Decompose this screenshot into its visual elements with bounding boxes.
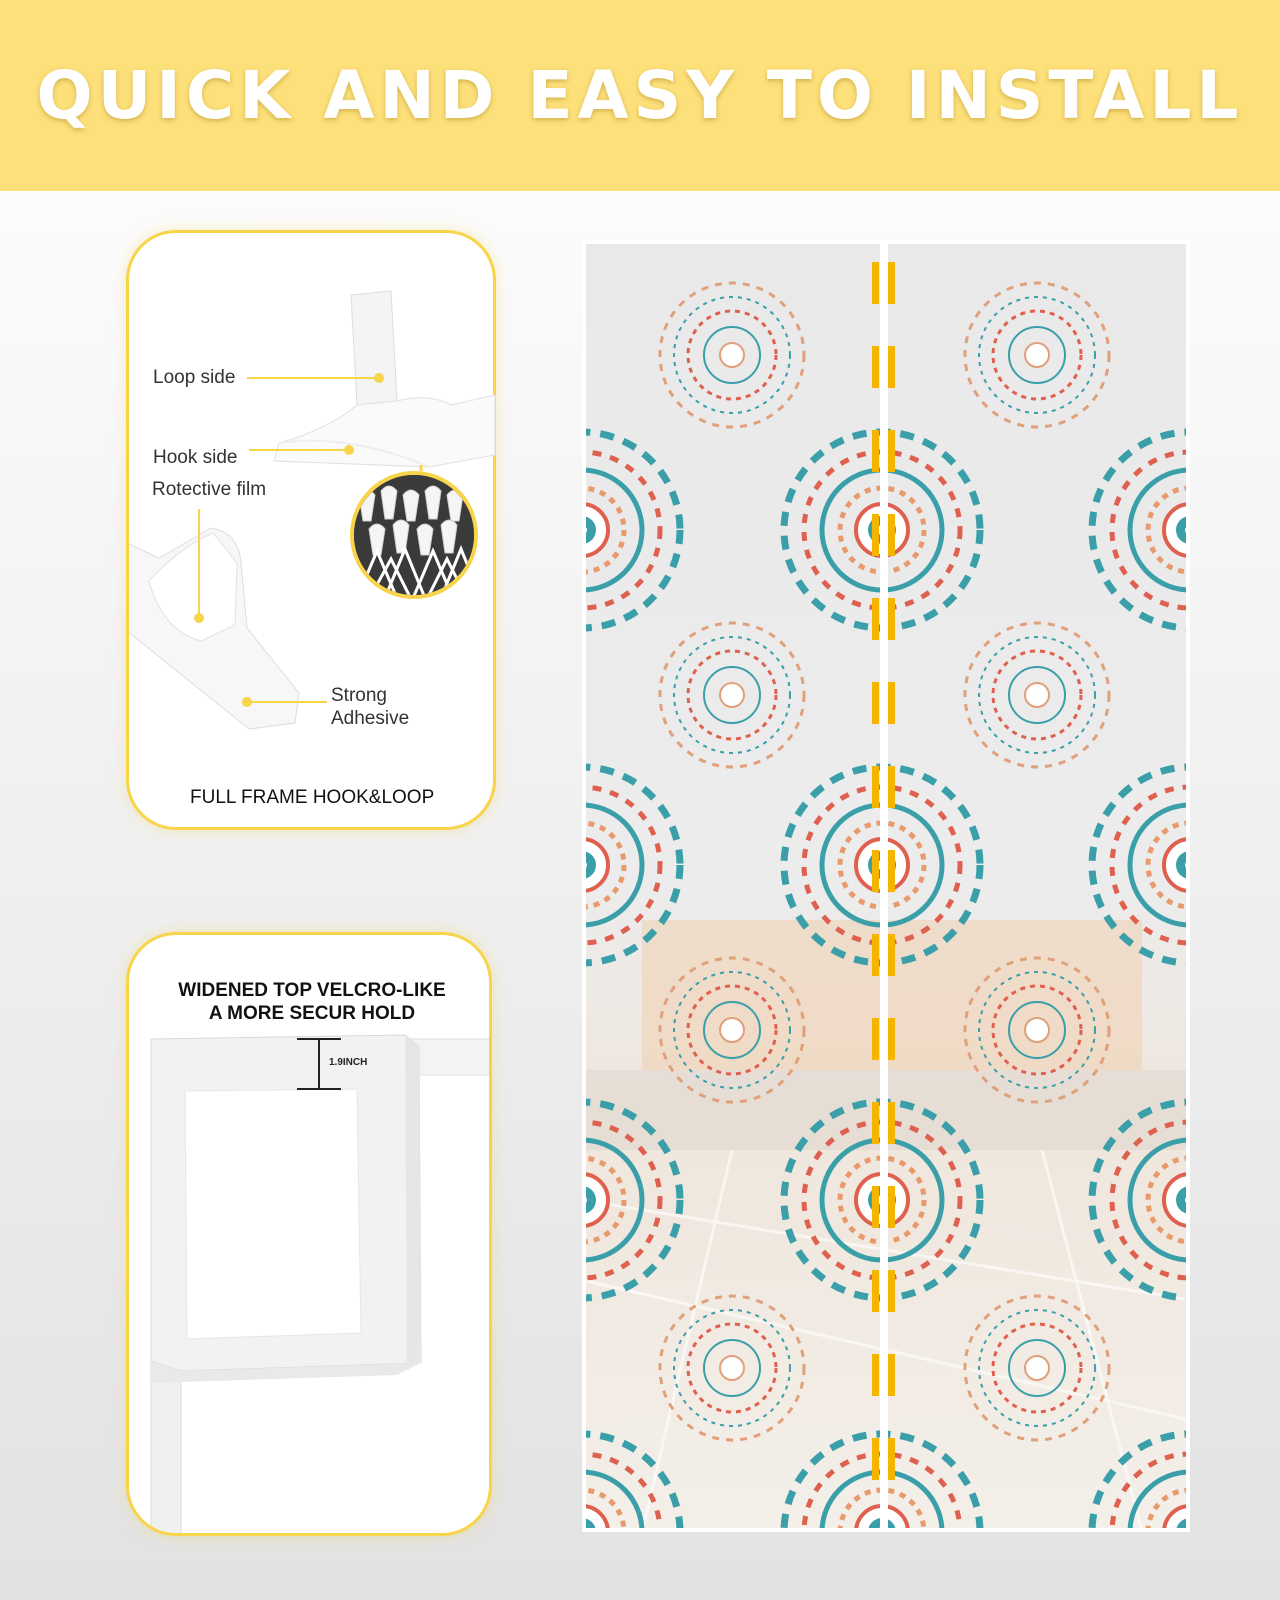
measure-label: 1.9INCH <box>329 1057 368 1068</box>
loop-side-label: Loop side <box>153 367 236 388</box>
magnetic-door-screen <box>582 240 1190 1532</box>
hook-loop-card <box>126 230 496 830</box>
adhesive-label: Adhesive <box>331 708 410 729</box>
caption-line-1: WIDENED TOP VELCRO-LIKE <box>178 980 446 1001</box>
page-title: QUICK AND EASY TO INSTALL <box>36 57 1244 134</box>
strong-label: Strong <box>331 685 387 706</box>
widened-top-card <box>126 932 492 1536</box>
hook-loop-caption: FULL FRAME HOOK&LOOP <box>190 787 435 808</box>
mandala-pattern-screen <box>582 240 1190 1532</box>
velcro-strip-illustration <box>129 233 499 833</box>
hook-side-label: Hook side <box>153 447 238 468</box>
header-banner <box>0 0 1280 191</box>
caption-line-2: A MORE SECUR HOLD <box>208 1003 416 1024</box>
frame-corner-illustration <box>129 935 492 1536</box>
protective-film-label: Rotective film <box>152 479 267 500</box>
